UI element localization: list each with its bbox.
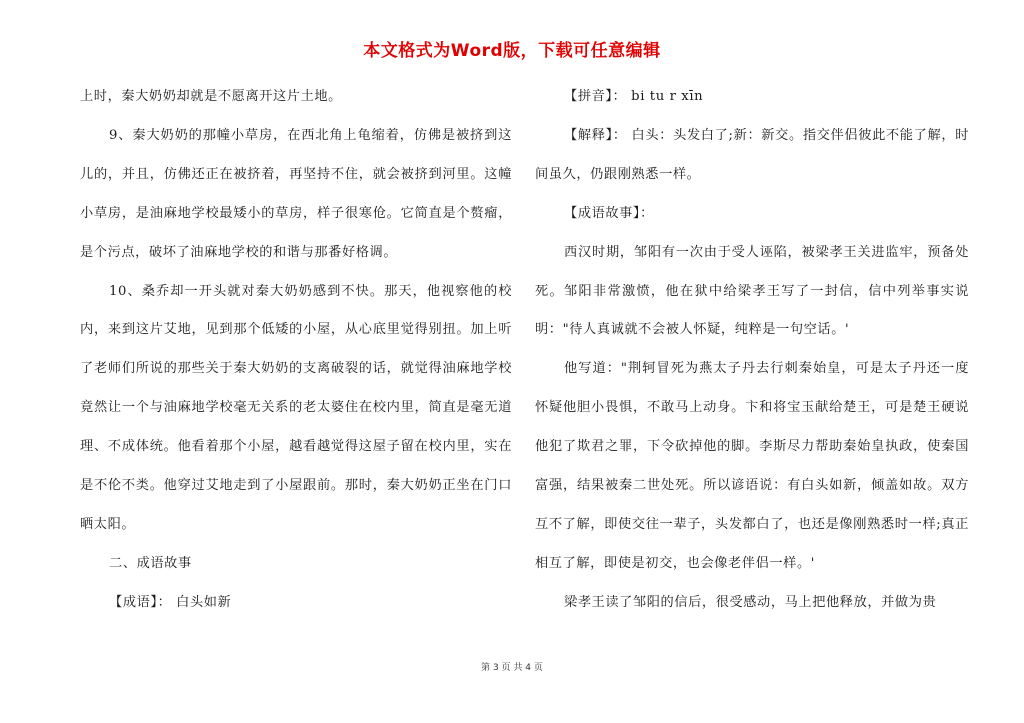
paragraph: 梁孝王读了邹阳的信后，很受感动，马上把他释放，并做为贵 [564, 594, 937, 610]
left-column [80, 78, 512, 623]
paragraph: 上时，秦大奶奶却就是不愿离开这片土地。 [80, 89, 342, 104]
idiom-label: 【成语】： 白头如新 [109, 594, 232, 610]
paragraph: 西汉时期，邹阳有一次由于受人诬陷，被梁孝王关进监牢，预备处死。邹阳非常激愤，他在狱中给梁孝王写了一封信，信中列举事实说明："待人真诚就不会被人怀疑，纯粹是一句空话。' [535, 244, 969, 338]
page-header-banner: 本文格式为Word版，下载可任意编辑 [363, 41, 661, 61]
paragraph: 9、秦大奶奶的那幢小草房，在西北角上龟缩着，仿佛是被挤到这儿的，并且，仿佛还正在被挤着，再坚持不住，就会被挤到河里。这幢小草房，是油麻地学校最矮小的草房，样子很寒伧。它简直是个赘瘤，是个污点，破坏了油麻地学校的和谐与那番好格调。 [80, 127, 512, 260]
section-heading: 二、成语故事 [109, 555, 192, 571]
right-column [535, 78, 969, 623]
explanation-paragraph: 【解释】： 白头：头发白了;新：新交。指交伴侣彼此不能了解，时间虽久，仍跟刚熟悉一样。 [535, 127, 969, 182]
pinyin-label: 【拼音】： bi tu r xīn [564, 89, 704, 104]
story-heading: 【成语故事】： [564, 205, 654, 221]
paragraph: 10、桑乔却一开头就对秦大奶奶感到不快。那天，他视察他的校内，来到这片艾地，见到那个低矮的小屋，从心底里觉得别扭。加上听了老师们所说的那些关于秦大奶奶的支离破裂的话，就觉得油麻地学校竟然让一个与油麻地学校毫无关系的老太婆住在校内里，简直是毫无道理、不成体统。他看着那个小屋，越看越觉得这屋子留在校内里，实在是不伦不类。他穿过艾地走到了小屋跟前。那时，秦大奶奶正坐在门口晒太阳。 [80, 283, 512, 532]
page-number-footer: 第 3 页 共 4 页 [481, 663, 543, 673]
paragraph: 他写道："荆轲冒死为燕太子丹去行刺秦始皇，可是太子丹还一度怀疑他胆小畏惧，不敢马上动身。卞和将宝玉献给楚王，可是楚王硬说他犯了欺君之罪，下令砍掉他的脚。李斯尽力帮助秦始皇执政，使秦国富强，结果被秦二世处死。所以谚语说：有白头如新，倾盖如故。双方互不了解，即使交往一辈子，头发都白了，也还是像刚熟悉时一样;真正相互了解，即使是初交，也会像老伴侣一样。' [535, 361, 969, 571]
